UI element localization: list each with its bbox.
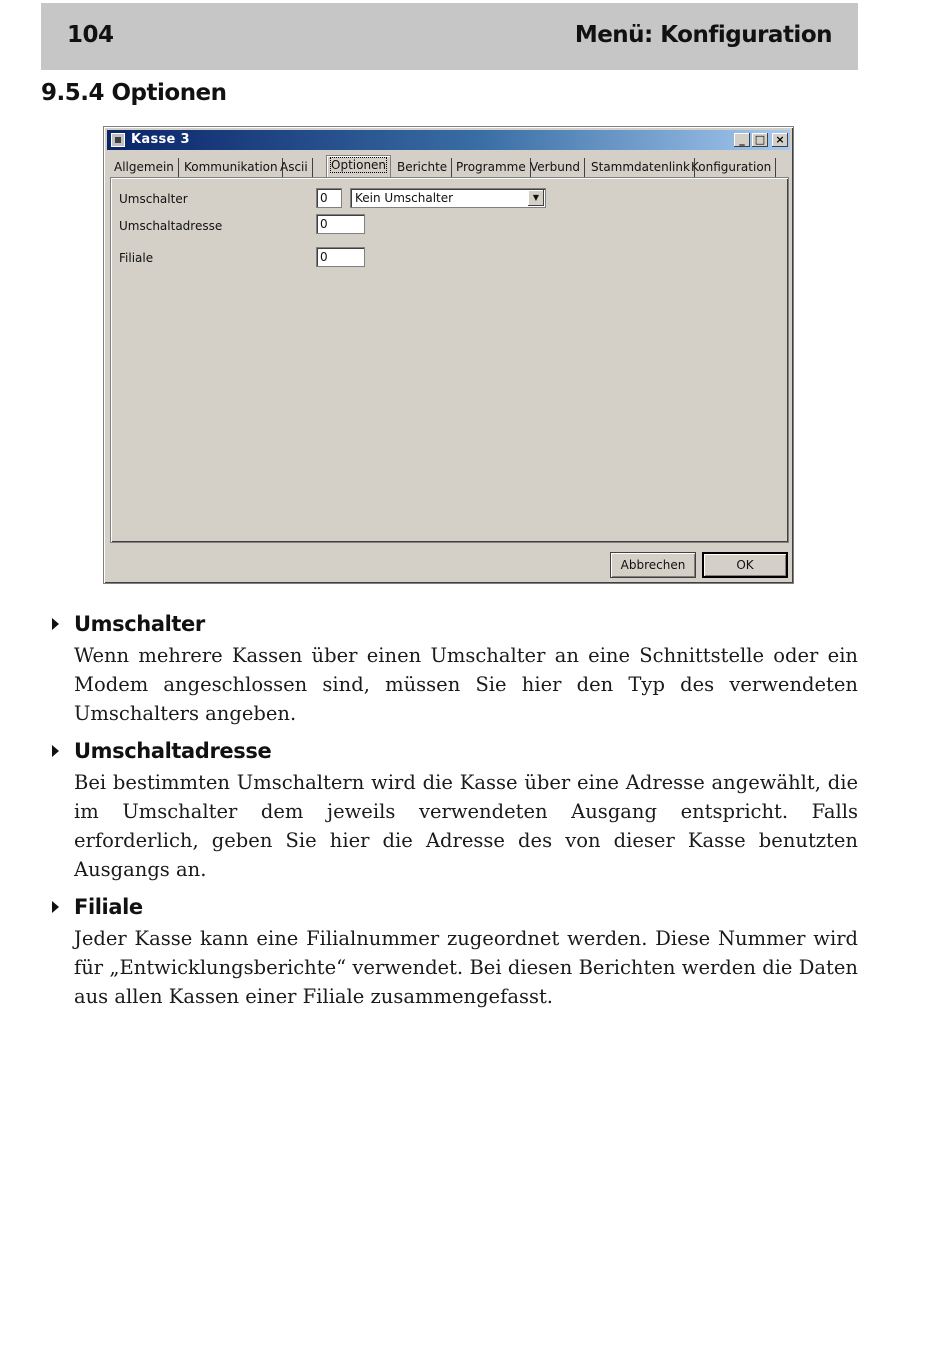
filiale-input[interactable]: 0 bbox=[316, 247, 365, 267]
tab-optionen-label: Optionen bbox=[331, 158, 387, 172]
tab-kommunikation[interactable]: Kommunikation bbox=[180, 158, 283, 177]
entry-title: Umschaltadresse bbox=[74, 739, 272, 763]
umschalter-select[interactable] bbox=[350, 188, 546, 208]
umschalter-label: Umschalter bbox=[119, 192, 188, 206]
page-header bbox=[41, 3, 858, 70]
close-button[interactable]: × bbox=[772, 133, 788, 147]
entry-title: Filiale bbox=[74, 895, 143, 919]
tab-allgemein[interactable]: Allgemein bbox=[110, 158, 179, 177]
ok-button[interactable]: OK bbox=[702, 552, 788, 578]
window-titlebar[interactable] bbox=[107, 130, 790, 150]
bullet-icon bbox=[52, 901, 59, 913]
page-number: 104 bbox=[67, 22, 114, 48]
entry-title: Umschalter bbox=[74, 612, 205, 636]
tab-stammdatenlink[interactable]: Stammdatenlink bbox=[587, 158, 695, 177]
app-icon bbox=[111, 133, 125, 147]
minimize-button[interactable]: _ bbox=[734, 133, 750, 147]
bullet-icon bbox=[52, 618, 59, 630]
umschaltadresse-label: Umschaltadresse bbox=[119, 219, 223, 233]
tab-ascii[interactable]: Ascii bbox=[276, 158, 313, 177]
filiale-label: Filiale bbox=[119, 251, 154, 265]
umschalter-input[interactable]: 0 bbox=[316, 188, 342, 208]
maximize-button[interactable]: □ bbox=[752, 133, 768, 147]
chapter-title: Menü: Konfiguration bbox=[574, 22, 832, 48]
tab-programme[interactable]: Programme bbox=[452, 158, 531, 177]
tab-optionen[interactable] bbox=[326, 155, 391, 177]
entry-text: Bei bestimmten Umschaltern wird die Kasse über eine Adresse angewählt, die im Umschalter dem jeweils verwendeten Ausgang entspricht. Falls erforderlich, geben Sie hier die Adresse des von dieser Kasse benutzten Ausgangs an. bbox=[74, 771, 858, 881]
bullet-icon bbox=[52, 745, 59, 757]
window-title: Kasse 3 bbox=[131, 132, 190, 147]
umschalter-select-value: Kein Umschalter bbox=[355, 191, 454, 205]
tab-konfiguration[interactable]: Konfiguration bbox=[687, 158, 776, 177]
tab-verbund[interactable]: Verbund bbox=[526, 158, 585, 177]
chevron-down-icon[interactable]: ▼ bbox=[528, 190, 544, 206]
tab-bar bbox=[110, 155, 790, 177]
umschaltadresse-input[interactable]: 0 bbox=[316, 214, 365, 234]
cancel-button[interactable]: Abbrechen bbox=[610, 552, 696, 578]
section-heading: 9.5.4 Optionen bbox=[41, 80, 227, 106]
entry-text: Jeder Kasse kann eine Filialnummer zugeordnet werden. Diese Nummer wird für „Entwicklungsberichte“ verwendet. Bei diesen Berichten werden die Daten aus allen Kassen einer Filiale zusammengefasst. bbox=[74, 927, 858, 1008]
tab-berichte[interactable]: Berichte bbox=[393, 158, 452, 177]
dialog-window bbox=[103, 126, 794, 584]
entry-text: Wenn mehrere Kassen über einen Umschalter an eine Schnittstelle oder ein Modem angeschlossen sind, müssen Sie hier den Typ des verwendeten Umschalters angeben. bbox=[74, 644, 858, 725]
